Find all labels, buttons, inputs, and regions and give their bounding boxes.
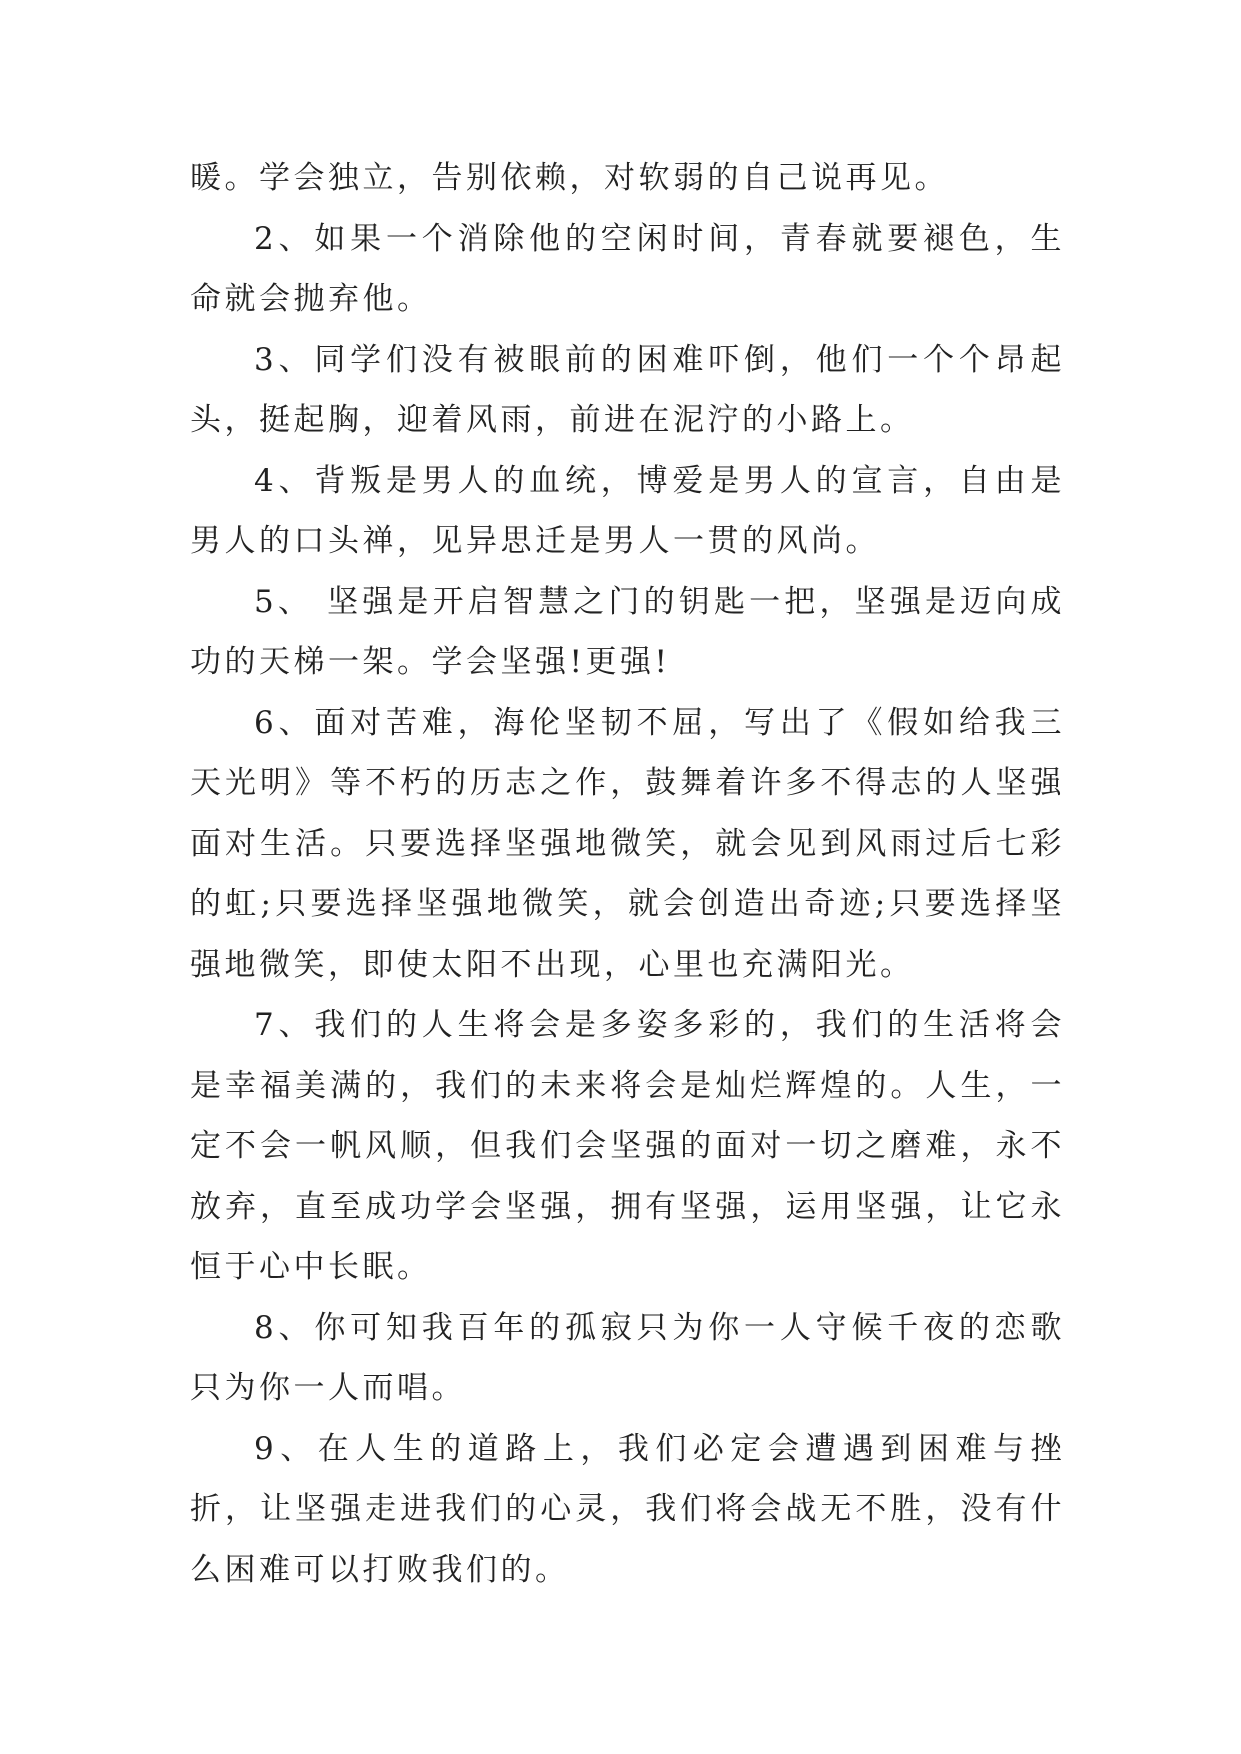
paragraph-9: 9、在人生的道路上，我们必定会遭遇到困难与挫折，让坚强走进我们的心灵，我们将会战无不胜，没有什么困难可以打败我们的。 (190, 1430, 1065, 1588)
paragraph-7: 7、我们的人生将会是多姿多彩的，我们的生活将会是幸福美满的，我们的未来将会是灿烂辉煌的。人生，一定不会一帆风顺，但我们会坚强的面对一切之磨难，永不放弃，直至成功学会坚强，拥有坚强，运用坚强，让它永恒于心中长眠。 (190, 1007, 1065, 1285)
paragraph-6: 6、面对苦难，海伦坚韧不屈，写出了《假如给我三天光明》等不朽的历志之作，鼓舞着许多不得志的人坚强面对生活。只要选择坚强地微笑，就会见到风雨过后七彩的虹;只要选择坚强地微笑，就会创造出奇迹;只要选择坚强地微笑，即使太阳不出现，心里也充满阳光。 (190, 704, 1065, 983)
document-body (190, 148, 1065, 1600)
paragraph-continuation: 暖。学会独立，告别依赖，对软弱的自己说再见。 (190, 160, 949, 196)
paragraph-3: 3、同学们没有被眼前的困难吓倒，他们一个个昂起头，挺起胸，迎着风雨，前进在泥泞的小路上。 (190, 341, 1065, 438)
paragraph-5: 5、 坚强是开启智慧之门的钥匙一把，坚强是迈向成功的天梯一架。学会坚强!更强! (190, 583, 1065, 680)
paragraph-4: 4、背叛是男人的血统，博爱是男人的宣言，自由是男人的口头禅，见异思迁是男人一贯的风尚。 (190, 462, 1065, 559)
paragraph-2: 2、如果一个消除他的空闲时间，青春就要褪色，生命就会抛弃他。 (190, 220, 1065, 317)
paragraph-8: 8、你可知我百年的孤寂只为你一人守候千夜的恋歌只为你一人而唱。 (190, 1309, 1065, 1406)
